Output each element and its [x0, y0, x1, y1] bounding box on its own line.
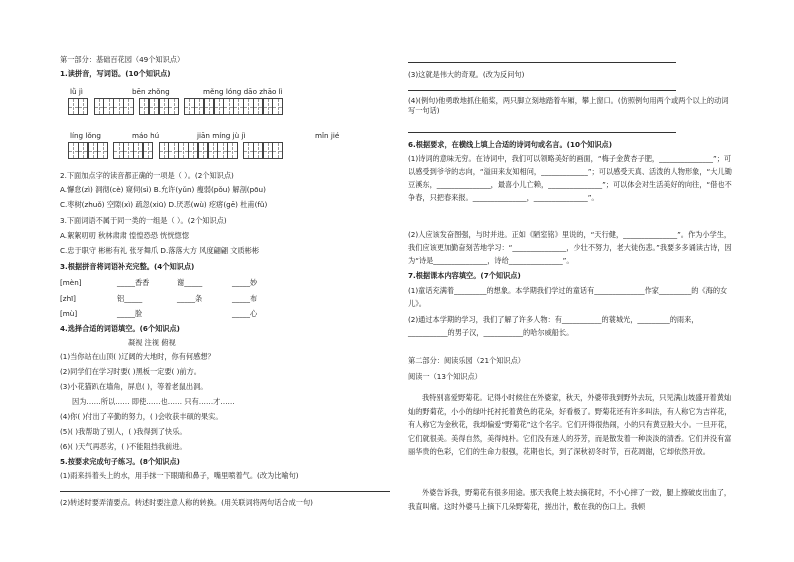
q5-conjunctions: 因为……所以…… 即使……也…… 只有……才……	[72, 397, 235, 406]
q6b-title: 6.根据要求，在横线上填上合适的诗词句或名言。(10个知识点)	[408, 140, 612, 149]
q4-row3-a: _____脸	[117, 309, 143, 318]
part1-title: 第一部分：基础百花园（49个知识点）	[60, 55, 185, 64]
q7-title: 7.根据课本内容填空。(7个知识点)	[408, 271, 521, 280]
q5-sentence-1: (1)当你站在山顶( )辽阔的大地时，你有何感想？	[60, 352, 215, 361]
pinyin-3: měng lóng dāo zhāo lì	[203, 87, 283, 96]
q7-paragraph-1: (1)童话充满着_________的想象。本学期我们学过的童话有______________作家_________的《海的女儿》。	[408, 286, 728, 308]
left-column	[60, 0, 395, 562]
q6-sentence-1: (1)雨来抖着头上的水，用手抹一下眼睛和鼻子，嘴里喷着气。(改为比喻句)	[60, 471, 299, 480]
answer-line[interactable]	[60, 491, 390, 492]
pinyin-4: líng lǒng	[70, 131, 101, 140]
q5-sentence-4: (4)你( )付出了辛勤的努力，( )会收获丰硕的果实。	[60, 412, 223, 421]
pinyin-7: mǐn jié	[315, 131, 340, 140]
q6b-paragraph-1: (1)诗词的意味无穷。在诗词中，我们可以领略美好的画面，“梅子金黄杏子肥，_______________”；可以感受到爷爷的志向，“溢田来友知相问，_____________”；可以感受天真、活泼的人物形象，“大儿锄豆溪东，_______________，最喜小儿亡赖，_______________”；可以体会对生活美好的向往，“借也不争春，只把春来报。_______________，_______________”。	[408, 154, 732, 202]
q1-title: 1.读拼音，写词语。(10个知识点)	[60, 69, 171, 78]
pinyin-1: lǜ jì	[70, 87, 83, 96]
q4-row1-label: [mèn]	[60, 278, 82, 287]
q6-title: 5.按要求完成句子练习。(8个知识点)	[60, 457, 180, 466]
q7-paragraph-2: (2)通过本学期的学习，我们了解了许多人物：有___________的蓑城光，_________的雨来，___________的男子汉，___________的哈尔威船长。	[408, 315, 699, 337]
writing-grid-row1[interactable]	[68, 98, 282, 115]
q5-sentence-3: (3)小花猫趴在墙角，屏息( )，等着老鼠出洞。	[60, 382, 208, 391]
answer-line[interactable]	[408, 132, 676, 133]
q2-option-2: C.枣树(zhuǒ) 空隙(xì) 疏忽(xiū) D.厌恶(wù) 疙瘩(gē) 杜甫(fǔ)	[60, 200, 268, 209]
q5-sentence-5: (5)( )我帮助了别人，( )我得到了快乐。	[60, 427, 187, 436]
writing-grid-row2[interactable]	[68, 142, 282, 159]
q5-sentence-6: (6)( )天气再恶劣，( )不能阻挡我前进。	[60, 442, 187, 451]
part2-title: 第二部分：阅读乐园（21个知识点）	[408, 356, 525, 365]
q4-title: 3.根据拼音将词语补充完整。(4个知识点)	[60, 262, 195, 271]
right-column	[404, 0, 734, 562]
q5-title: 4.选择合适的词语填空。(6个知识点)	[60, 324, 180, 333]
q4-row3-b: _____心	[232, 309, 258, 318]
pinyin-5: máo hú	[132, 131, 160, 140]
q6-sentence-4: (4)(例句)他勇敢地抓住船桨，两只脚立刻地踏着车厢，攀上窗口。(仿照例句用两个或两个以上的动词写一句话)	[408, 96, 729, 115]
q4-row1-b: 谢_____	[177, 278, 203, 287]
q3-option-2: C.忠于职守 彬彬有礼 张牙舞爪 D.落落大方 风度翩翩 文质彬彬	[60, 246, 260, 255]
q2-option-1: A.懈怠(zì) 洞彻(cè) 窥伺(sì) B.允许(yǔn) 瘦弱(pǒu) 解剖(pōu)	[60, 185, 266, 194]
q3-title: 3.下面词语不属于同一类的一组是（ ）。(2个知识点)	[60, 216, 227, 225]
passage-paragraph-2: 外婆告诉我，野菊花有很多用途。那天我爬上坡去摘花时，不小心摔了一跤，腿上擦破皮出血了，我直叫痛。这时外婆马上摘下几朵野菊花，搓出汁，敷在我的伤口上。我顿	[408, 488, 732, 511]
q6-sentence-3: (3)这就是伟大的奇观。(改为反问句)	[408, 70, 525, 79]
q6b-paragraph-2: (2)人应该发奋图强，与时并进。正如《陋室铭》里说的，“天行健，_______________”。作为小学生，我们应该更加勤奋刻苦地学习：“_______________，少壮不努力，老大徒伤悲。”我要多多诵读古诗，因为“诗是_______________，诗给_______________”。	[408, 230, 732, 265]
q4-row2-label: [zhī]	[60, 294, 76, 303]
q6-sentence-2: (2)转述时要弄清要点。转述时要注意人称的转换。(用关联词将两句话合成一句)	[60, 498, 313, 507]
q4-row1-a: _____香香	[117, 278, 150, 287]
q4-row2-a: 铝_____	[117, 294, 143, 303]
q4-row2-b: _____条	[177, 294, 203, 303]
q3-option-1: A.絮絮叨叨 秋林肃肃 惶惶恐恐 恍恍惚惚	[60, 231, 189, 240]
q5-word-bank: 凝视 注视 俯视	[128, 338, 176, 347]
answer-line[interactable]	[408, 62, 676, 63]
q2-title: 2.下面加点字的读音都正确的一项是（ ）。(2个知识点)	[60, 171, 234, 180]
q4-row2-c: _____布	[232, 294, 258, 303]
passage-paragraph-1: 我特别喜爱野菊花。记得小时候住在外婆家，秋天，外婆带我到野外去玩，只见满山坡盛开着黄灿灿的野菊花，小小的绿叶托衬托着黄色的花朵，好看极了。野菊花还有许多叫法，有人称它为吉祥花，有人称它为金秋花，我却偏爱“野菊花”这个名字。它们开得很热闹，小的只有黄豆般大小。一旦开花，它们就很美。美得自然，美得纯朴。它们没有迷人的芬芳，而是散发着一种淡淡的清香。它们并没有富丽华贵的色彩，它们的生命力很强，花期也长，到了深秋初冬时节，百花凋谢，它却依然开放。	[408, 393, 732, 456]
answer-line[interactable]	[408, 90, 676, 91]
reading-title: 阅读一（13个知识点）	[408, 372, 482, 381]
q5-sentence-2: (2)同学们在学习时要( )黑板一定要( )前方。	[60, 367, 201, 376]
pinyin-2: bēn zhǒng	[132, 87, 170, 96]
q4-row1-c: _____妙	[232, 278, 258, 287]
q4-row3-label: [mù]	[60, 309, 78, 318]
pinyin-6: jiān míng jù jì	[197, 131, 246, 140]
